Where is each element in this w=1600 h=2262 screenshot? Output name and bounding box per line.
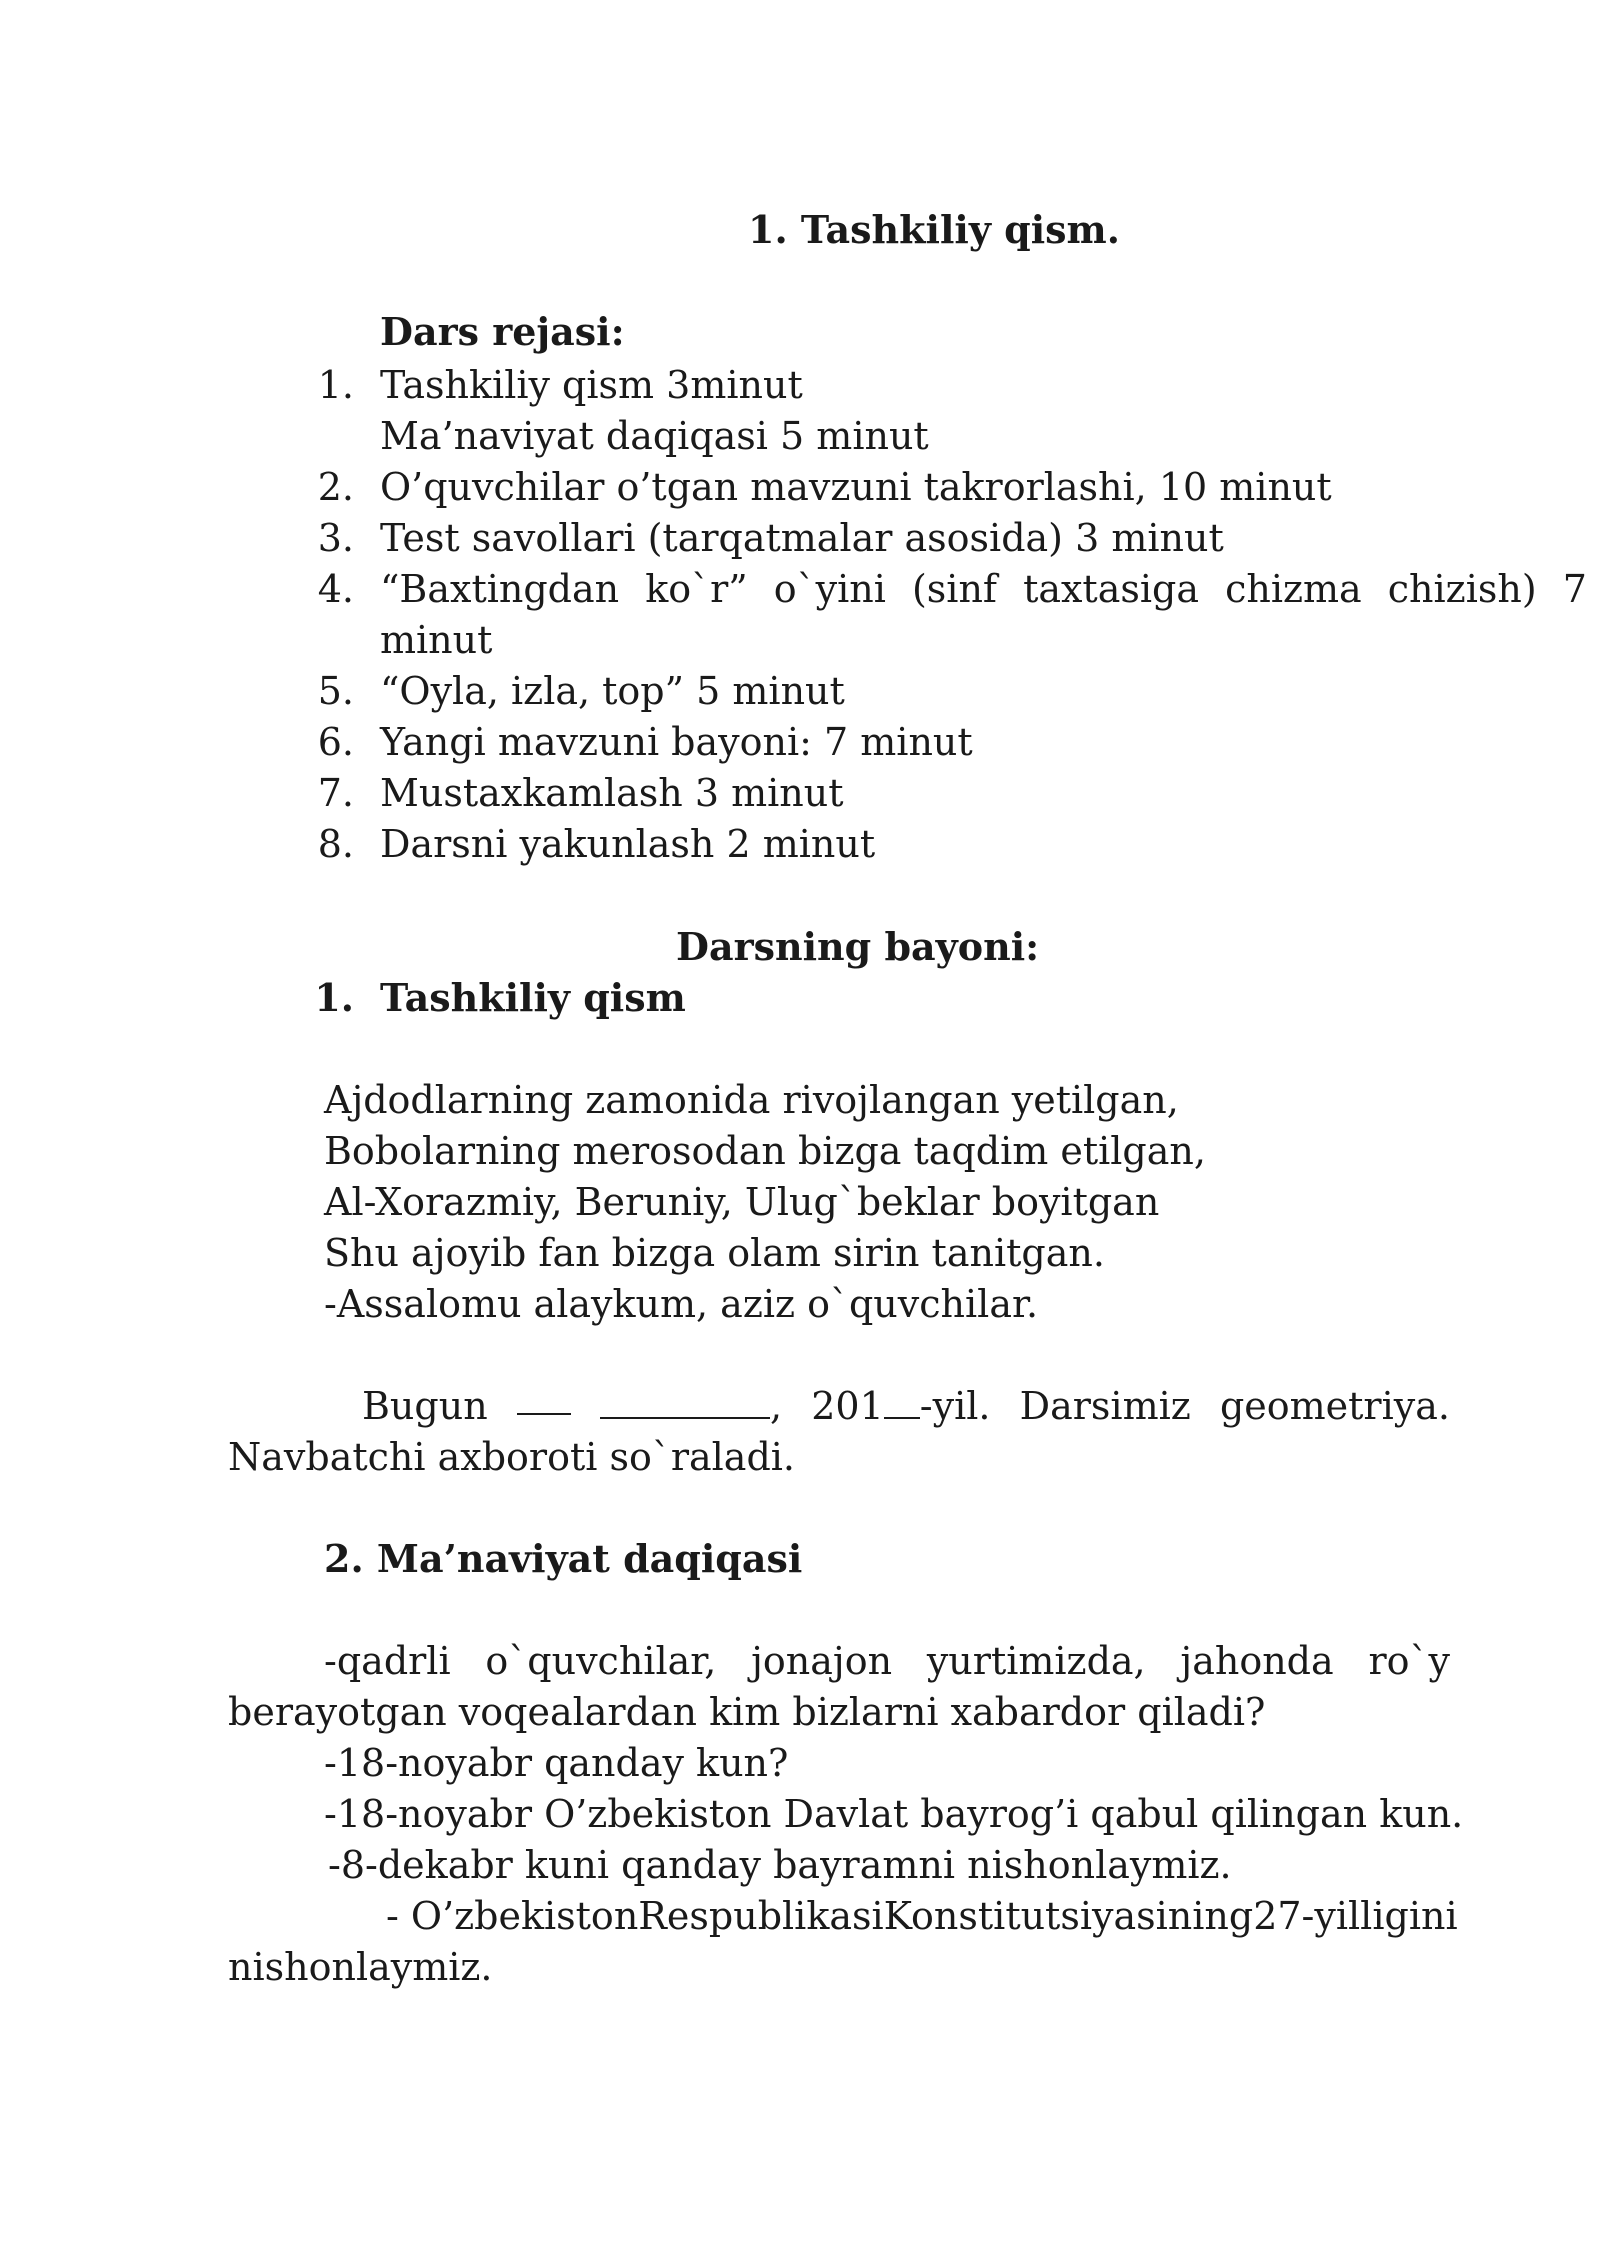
date-word: geometriya. bbox=[1219, 1384, 1450, 1428]
dialog-line: -8-dekabr kuni qanday bayramni nishonlaymiz. bbox=[328, 1843, 1232, 1887]
month-blank bbox=[600, 1387, 770, 1419]
dialog-word: jonajon bbox=[751, 1639, 893, 1683]
year-blank bbox=[884, 1387, 920, 1419]
dialog-word: o`quvchilar, bbox=[485, 1639, 717, 1683]
plan-item-number: 3. bbox=[317, 516, 354, 560]
plan-item: Darsni yakunlash 2 minut bbox=[380, 822, 876, 866]
year-suffix: -yil. bbox=[919, 1384, 991, 1428]
day-blank bbox=[517, 1383, 571, 1415]
plan-item-text: “Baxtingdan ko`r” o`yini (sinf taxtasiga chizma chizish) 7 bbox=[380, 567, 1587, 611]
plan-item-number: 2. bbox=[317, 465, 354, 509]
page-title: 1. Tashkiliy qism. bbox=[748, 207, 1120, 252]
dialog-word: yurtimizda, bbox=[926, 1639, 1146, 1683]
section-heading: Tashkiliy qism bbox=[380, 975, 686, 1020]
poem-line: Bobolarning merosodan bizga taqdim etilgan, bbox=[324, 1129, 1206, 1173]
section-heading: 2. Ma’naviyat daqiqasi bbox=[324, 1536, 803, 1581]
date-word: Bugun bbox=[362, 1384, 488, 1428]
dialog-word: Respublikasi bbox=[638, 1894, 884, 1938]
year-field bbox=[811, 1383, 990, 1429]
poem-line: Shu ajoyib fan bizga olam sirin tanitgan. bbox=[324, 1231, 1105, 1275]
month-field bbox=[600, 1383, 782, 1429]
dialog-line-justified bbox=[386, 1893, 1458, 1939]
plan-item: Tashkiliy qism 3minut bbox=[380, 363, 803, 407]
date-word: Darsimiz bbox=[1019, 1384, 1191, 1428]
dialog-word: - O’zbekiston bbox=[386, 1894, 639, 1938]
poem-line: Ajdodlarning zamonida rivojlangan yetilgan, bbox=[324, 1078, 1179, 1122]
plan-item-number: 5. bbox=[317, 669, 354, 713]
plan-item-number: 1. bbox=[317, 363, 354, 407]
dialog-line-justified bbox=[324, 1638, 1450, 1684]
lesson-heading: Darsning bayoni: bbox=[676, 924, 1040, 969]
dialog-line: -18-noyabr O’zbekiston Davlat bayrog’i qabul qilingan kun. bbox=[324, 1792, 1464, 1836]
dialog-word: ro`y bbox=[1368, 1639, 1450, 1683]
dialog-line: nishonlaymiz. bbox=[228, 1945, 493, 1989]
plan-item-line1 bbox=[380, 566, 1587, 612]
dialog-word: yilligini bbox=[1314, 1894, 1458, 1938]
date-line bbox=[362, 1383, 1450, 1429]
date-comma: , bbox=[769, 1384, 783, 1428]
plan-item-number: 7. bbox=[317, 771, 354, 815]
dialog-line: berayotgan voqealardan kim bizlarni xabardor qiladi? bbox=[228, 1690, 1266, 1734]
plan-item-number: 4. bbox=[317, 567, 354, 611]
dialog-word: 27- bbox=[1253, 1894, 1315, 1938]
paragraph-line: Navbatchi axboroti so`raladi. bbox=[228, 1435, 796, 1479]
poem-line: Al-Xorazmiy, Beruniy, Ulug`beklar boyitgan bbox=[324, 1180, 1160, 1224]
dialog-line: -18-noyabr qanday kun? bbox=[324, 1741, 789, 1785]
dialog-word: -qadrli bbox=[324, 1639, 451, 1683]
plan-item: Mustaxkamlash 3 minut bbox=[380, 771, 844, 815]
plan-heading: Dars rejasi: bbox=[380, 309, 625, 354]
plan-item-line2: minut bbox=[380, 618, 493, 662]
plan-item: “Oyla, izla, top” 5 minut bbox=[380, 669, 845, 713]
dialog-word: Konstitutsiyasining bbox=[883, 1894, 1254, 1938]
plan-item: Ma’naviyat daqiqasi 5 minut bbox=[380, 414, 929, 458]
plan-item: Test savollari (tarqatmalar asosida) 3 minut bbox=[380, 516, 1224, 560]
greeting-line: -Assalomu alaykum, aziz o`quvchilar. bbox=[324, 1282, 1039, 1326]
year-prefix: 201 bbox=[811, 1384, 884, 1428]
dialog-word: jahonda bbox=[1180, 1639, 1334, 1683]
plan-item-number: 8. bbox=[317, 822, 354, 866]
plan-item: Yangi mavzuni bayoni: 7 minut bbox=[380, 720, 973, 764]
section-number: 1. bbox=[314, 975, 354, 1020]
plan-item: O’quvchilar o’tgan mavzuni takrorlashi, 10 minut bbox=[380, 465, 1332, 509]
plan-item-number: 6. bbox=[317, 720, 354, 764]
